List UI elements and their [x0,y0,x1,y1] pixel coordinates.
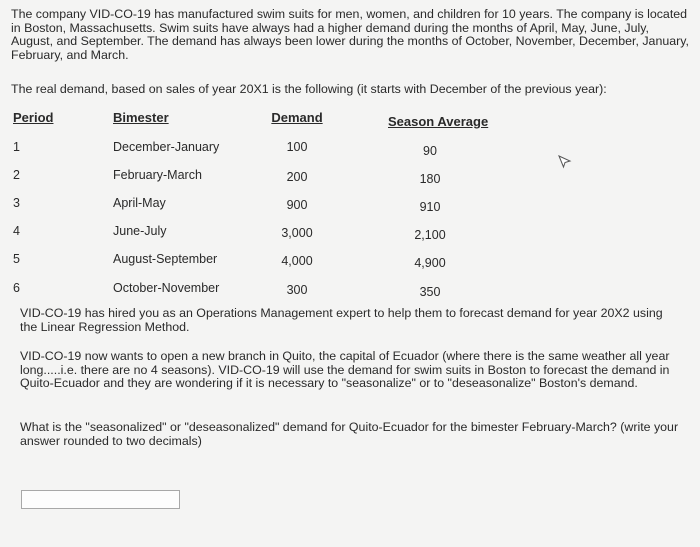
cell-bimester: June-July [113,224,167,238]
cell-season-average: 180 [419,172,441,186]
header-bimester: Bimester [113,110,169,125]
cell-bimester: April-May [113,196,166,210]
cell-bimester: February-March [113,168,202,182]
cell-demand: 300 [286,283,308,297]
cell-period: 5 [13,252,20,266]
cell-season-average: 910 [419,200,441,214]
answer-input[interactable] [21,490,180,509]
real-demand-paragraph: The real demand, based on sales of year 20X1 is the following (it starts with December of the previous year): [11,82,607,96]
hired-paragraph: VID-CO-19 has hired you as an Operations Management expert to help them to forecast demand for year 20X2 using the Linear Regression Method. [20,306,663,334]
cell-demand: 3,000 [281,226,313,240]
intro-paragraph: The company VID-CO-19 has manufactured swim suits for men, women, and children for 10 years. The company is located in Boston, Massachusetts. Swim suits have always had a higher demand during the months of April, May, June, July, August, and September. The demand has always been lower during the months of October, November, December, January, February, and March. [11,7,689,62]
header-period: Period [13,110,54,125]
cell-season-average: 2,100 [414,228,446,242]
header-season-average: Season Average [388,114,489,129]
cell-period: 1 [13,140,20,154]
cell-period: 2 [13,168,20,182]
cell-demand: 4,000 [281,254,313,268]
cell-demand: 900 [286,198,308,212]
cell-bimester: December-January [113,140,220,154]
cell-season-average: 4,900 [414,256,446,270]
cell-period: 3 [13,196,20,210]
cell-demand: 200 [286,170,308,184]
cell-demand: 100 [286,140,308,154]
cell-period: 4 [13,224,20,238]
branch-paragraph: VID-CO-19 now wants to open a new branch in Quito, the capital of Ecuador (where there is the same weather all year long.....i.e. there are no 4 seasons). VID-CO-19 will use the demand for swim suits in Boston to forecast the demand in Quito-Ecuador and they are wondering if it is necessary to "seasonalize" or to "deseasonalize" Boston's demand. [20,349,670,391]
cell-bimester: August-September [113,252,218,266]
cell-season-average: 90 [423,144,437,158]
cell-season-average: 350 [419,285,441,299]
mouse-pointer-icon [558,155,572,169]
header-demand: Demand [271,110,323,125]
question-paragraph: What is the "seasonalized" or "deseasonalized" demand for Quito-Ecuador for the bimester February-March? (write your answer rounded to two decimals) [20,420,679,448]
cell-bimester: October-November [113,281,220,295]
cell-period: 6 [13,281,20,295]
